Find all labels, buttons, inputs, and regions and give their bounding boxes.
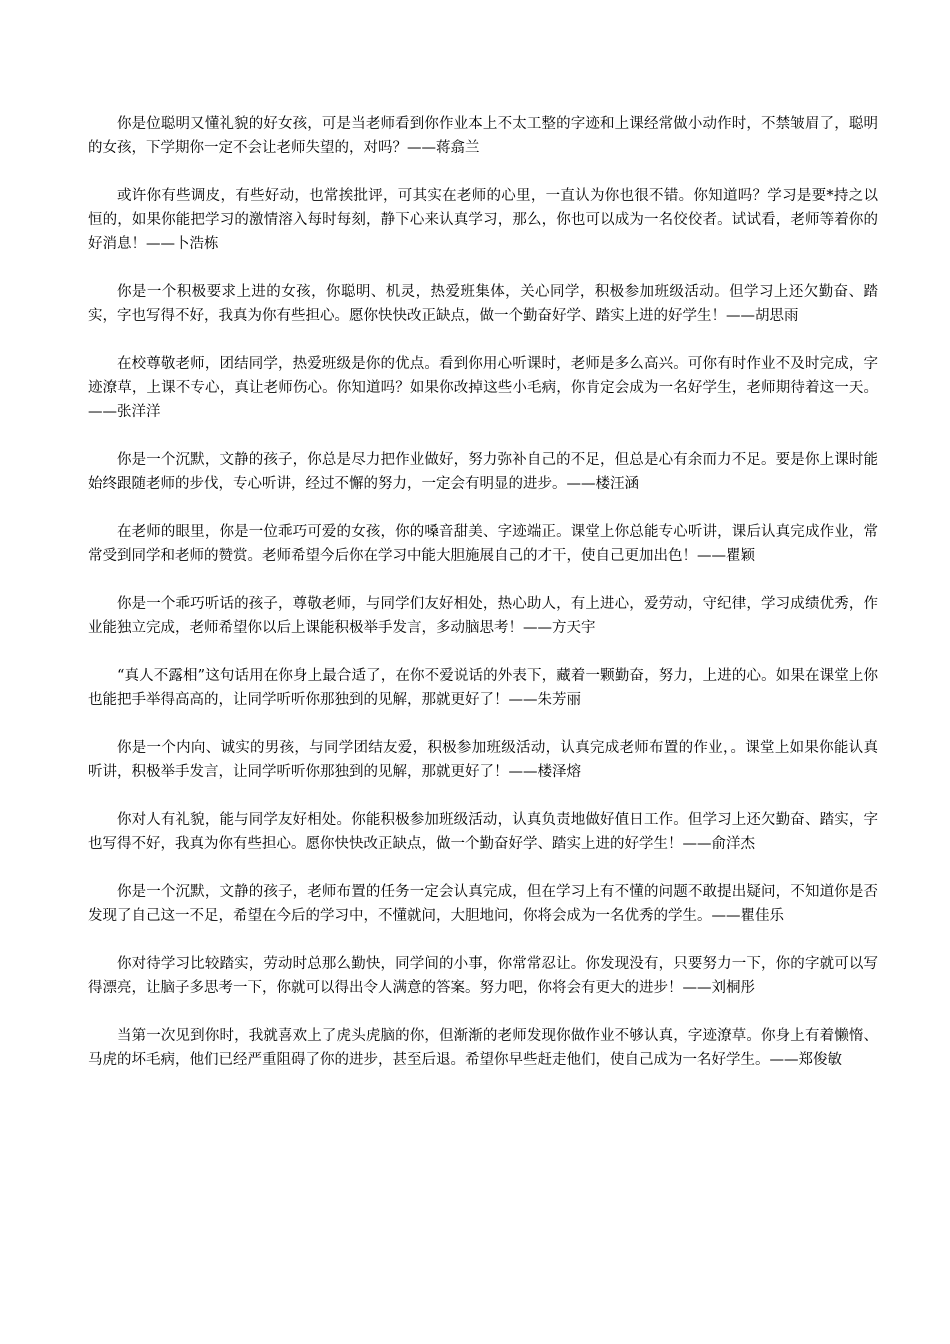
comment-paragraph: 当第一次见到你时，我就喜欢上了虎头虎脑的你，但渐渐的老师发现你做作业不够认真，字迹潦草。你身上有着懒惰、马虎的坏毛病，他们已经严重阻碍了你的进步，甚至后退。希望你早些赶走他们，使自己成为一名好学生。——郑俊敏 [88, 1028, 878, 1068]
comment-paragraph: 你是一个沉默，文静的孩子，你总是尽力把作业做好，努力弥补自己的不足，但总是心有余而力不足。要是你上课时能始终跟随老师的步伐，专心听讲，经过不懈的努力，一定会有明显的进步。——楼汪涵 [88, 452, 878, 492]
comment-paragraph: 或许你有些调皮，有些好动，也常挨批评，可其实在老师的心里，一直认为你也很不错。你知道吗？学习是要*持之以恒的，如果你能把学习的激情溶入每时每刻，静下心来认真学习，那么，你也可以成为一名佼佼者。试试看，老师等着你的好消息！——卜浩栋 [88, 188, 878, 252]
comment-paragraph: 你是位聪明又懂礼貌的好女孩，可是当老师看到你作业本上不太工整的字迹和上课经常做小动作时，不禁皱眉了，聪明的女孩，下学期你一定不会让老师失望的，对吗？——蒋翕兰 [88, 116, 878, 156]
comment-paragraph: 你对待学习比较踏实，劳动时总那么勤快，同学间的小事，你常常忍让。你发现没有，只要努力一下，你的字就可以写得漂亮，让脑子多思考一下，你就可以得出令人满意的答案。努力吧，你将会有更大的进步！——刘桐彤 [88, 956, 878, 996]
comment-paragraph: 你对人有礼貌，能与同学友好相处。你能积极参加班级活动，认真负责地做好值日工作。但学习上还欠勤奋、踏实，字也写得不好，我真为你有些担心。愿你快快改正缺点，做一个勤奋好学、踏实上进的好学生！——俞洋杰 [88, 812, 878, 852]
comment-paragraph: 你是一个内向、诚实的男孩，与同学团结友爱，积极参加班级活动，认真完成老师布置的作业，。课堂上如果你能认真听讲，积极举手发言，让同学听听你那独到的见解，那就更好了！——楼泽熔 [88, 740, 878, 780]
comment-paragraph: “真人不露相”这句话用在你身上最合适了，在你不爱说话的外表下，藏着一颗勤奋，努力，上进的心。如果在课堂上你也能把手举得高高的，让同学听听你那独到的见解，那就更好了！——朱芳丽 [88, 668, 878, 708]
comment-paragraph: 在老师的眼里，你是一位乖巧可爱的女孩，你的嗓音甜美、字迹端正。课堂上你总能专心听讲，课后认真完成作业，常常受到同学和老师的赞赏。老师希望今后你在学习中能大胆施展自己的才干，使自己更加出色！——瞿颖 [88, 524, 878, 564]
comment-paragraph: 在校尊敬老师，团结同学，热爱班级是你的优点。看到你用心听课时，老师是多么高兴。可你有时作业不及时完成，字迹潦草，上课不专心，真让老师伤心。你知道吗？如果你改掉这些小毛病，你肯定会成为一名好学生，老师期待着这一天。——张洋洋 [88, 356, 878, 420]
comment-paragraph: 你是一个沉默，文静的孩子，老师布置的任务一定会认真完成，但在学习上有不懂的问题不敢提出疑问，不知道你是否发现了自己这一不足，希望在今后的学习中，不懂就问，大胆地问，你将会成为一名优秀的学生。——瞿佳乐 [88, 884, 878, 924]
comment-paragraph: 你是一个乖巧听话的孩子，尊敬老师，与同学们友好相处，热心助人，有上进心，爱劳动，守纪律，学习成绩优秀，作业能独立完成，老师希望你以后上课能积极举手发言，多动脑思考！——方天宇 [88, 596, 878, 636]
document-body [88, 112, 878, 1096]
comment-paragraph: 你是一个积极要求上进的女孩，你聪明、机灵，热爱班集体，关心同学，积极参加班级活动。但学习上还欠勤奋、踏实，字也写得不好，我真为你有些担心。愿你快快改正缺点，做一个勤奋好学、踏实上进的好学生！——胡思雨 [88, 284, 878, 324]
